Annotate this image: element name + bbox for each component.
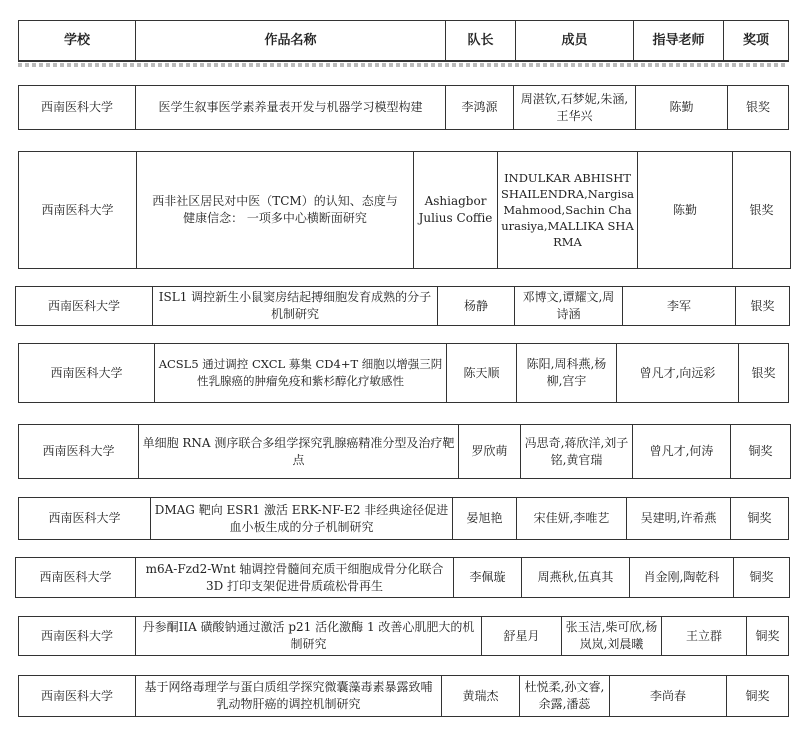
cell-leader: 李佩璇 — [454, 558, 522, 598]
cell-title: 基于网络毒理学与蛋白质组学探究微囊藻毒素暴露致哺乳动物肝癌的调控机制研究 — [136, 676, 442, 717]
cell-award: 银奖 — [733, 152, 791, 269]
cell-title: DMAG 靶向 ESR1 激活 ERK-NF-E2 非经典途径促进血小板生成的分子机制研究 — [151, 498, 453, 540]
cell-advisor: 曾凡才,何涛 — [633, 425, 731, 479]
header-school: 学校 — [19, 21, 136, 62]
cell-leader: 黄瑞杰 — [442, 676, 520, 717]
cell-members: 杜悦柔,孙文睿,余露,潘蕊 — [520, 676, 610, 717]
cell-leader: 舒星月 — [482, 617, 562, 656]
header-row — [19, 21, 789, 62]
cell-members: 陈阳,周科燕,杨柳,宫宇 — [517, 344, 617, 403]
cell-members: 冯思奇,蒋欣洋,刘子铭,黄官瑞 — [521, 425, 633, 479]
cell-award: 铜奖 — [727, 676, 789, 717]
cell-school: 西南医科大学 — [19, 152, 137, 269]
cell-members: 宋佳妍,李唯艺 — [517, 498, 627, 540]
table-row — [18, 85, 789, 130]
cell-advisor: 李尚春 — [610, 676, 727, 717]
cell-school: 西南医科大学 — [19, 86, 136, 130]
cell-advisor: 陈勤 — [638, 152, 733, 269]
cell-members: INDULKAR ABHISHT SHAILENDRA,Nargisa Mahmood,Sachin Chaurasiya,MALLIKA SHARMA — [498, 152, 638, 269]
cell-leader: 罗欣萌 — [459, 425, 521, 479]
cell-advisor: 王立群 — [662, 617, 747, 656]
cell-school: 西南医科大学 — [19, 498, 151, 540]
cell-title: 丹参酮IIA 磺酸钠通过激活 p21 活化激酶 1 改善心肌肥大的机制研究 — [136, 617, 482, 656]
header-award: 奖项 — [724, 21, 789, 62]
table-row — [18, 424, 791, 479]
cell-advisor: 肖金刚,陶乾科 — [630, 558, 734, 598]
cell-school: 西南医科大学 — [16, 287, 153, 326]
cell-school: 西南医科大学 — [16, 558, 136, 598]
cell-school: 西南医科大学 — [19, 676, 136, 717]
cell-members: 周燕秋,伍真其 — [522, 558, 630, 598]
table-row — [18, 151, 791, 269]
cell-leader: 杨静 — [438, 287, 515, 326]
cell-title: 西非社区居民对中医（TCM）的认知、态度与健康信念： 一项多中心横断面研究 — [137, 152, 414, 269]
cell-title: ACSL5 通过调控 CXCL 募集 CD4+T 细胞以增强三阴性乳腺癌的肿瘤免疫和紫杉醇化疗敏感性 — [155, 344, 447, 403]
header-table — [18, 20, 789, 62]
cell-leader: 陈天顺 — [447, 344, 517, 403]
cell-title: ISL1 调控新生小鼠窦房结起搏细胞发育成熟的分子机制研究 — [153, 287, 438, 326]
cell-title: 单细胞 RNA 测序联合多组学探究乳腺癌精准分型及治疗靶点 — [139, 425, 459, 479]
cell-award: 银奖 — [739, 344, 789, 403]
table-row — [15, 286, 790, 326]
cell-title: m6A-Fzd2-Wnt 轴调控骨髓间充质干细胞成骨分化联合 3D 打印支架促进骨质疏松骨再生 — [136, 558, 454, 598]
header-members: 成员 — [516, 21, 634, 62]
header-leader: 队长 — [446, 21, 516, 62]
cell-members: 张玉洁,柴可欣,杨岚岚,刘晨曦 — [562, 617, 662, 656]
cell-leader: 李鸿源 — [446, 86, 514, 130]
header-title: 作品名称 — [136, 21, 446, 62]
header-advisor: 指导老师 — [634, 21, 724, 62]
cell-award: 银奖 — [728, 86, 789, 130]
table-row — [15, 557, 790, 598]
cell-leader: Ashiagbor Julius Coffie — [414, 152, 498, 269]
cell-award: 铜奖 — [747, 617, 789, 656]
cell-school: 西南医科大学 — [19, 425, 139, 479]
table-row — [18, 616, 789, 656]
cell-advisor: 曾凡才,向远彩 — [617, 344, 739, 403]
table-row — [18, 343, 789, 403]
cell-award: 铜奖 — [731, 498, 789, 540]
cell-leader: 晏旭艳 — [453, 498, 517, 540]
cell-advisor: 李军 — [623, 287, 736, 326]
table-row — [18, 675, 789, 717]
cell-award: 铜奖 — [731, 425, 791, 479]
table-row — [18, 497, 789, 540]
cell-award: 银奖 — [736, 287, 790, 326]
cell-members: 周湛钦,石梦妮,朱涵,王华兴 — [514, 86, 636, 130]
cell-members: 邓博文,谭耀文,周诗涵 — [515, 287, 623, 326]
cell-school: 西南医科大学 — [19, 344, 155, 403]
cell-school: 西南医科大学 — [19, 617, 136, 656]
cut-line — [18, 63, 788, 67]
cell-award: 铜奖 — [734, 558, 790, 598]
cell-title: 医学生叙事医学素养量表开发与机器学习模型构建 — [136, 86, 446, 130]
cell-advisor: 陈勤 — [636, 86, 728, 130]
cell-advisor: 吴建明,许希燕 — [627, 498, 731, 540]
